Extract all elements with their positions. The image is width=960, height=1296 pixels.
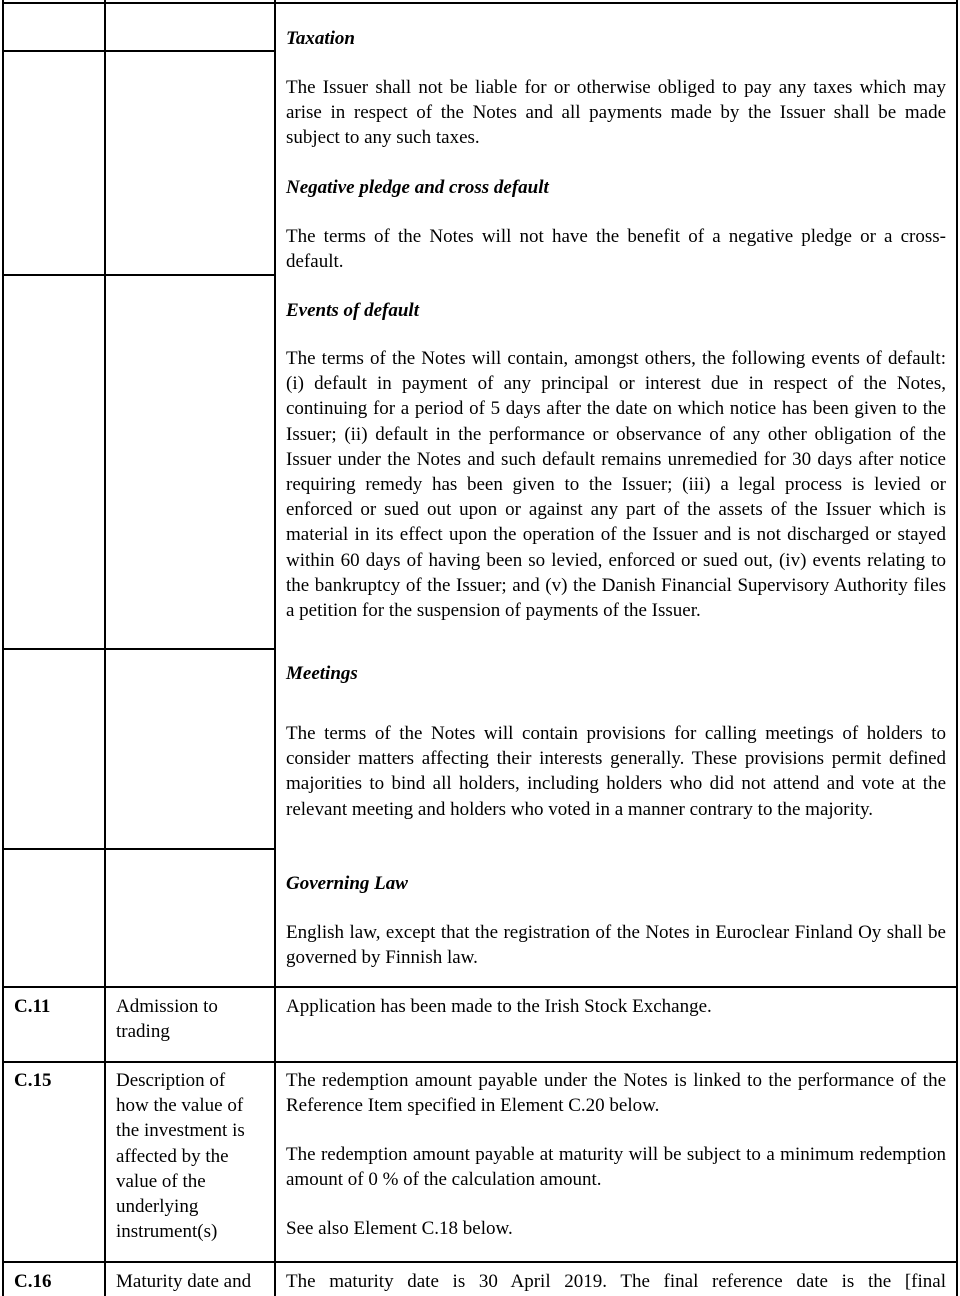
element-code: C.11 — [14, 996, 51, 1017]
meetings-heading: Meetings — [286, 663, 358, 684]
row-divider — [2, 1261, 958, 1263]
row-divider — [2, 274, 276, 276]
column-divider — [956, 0, 958, 1296]
element-paragraph: The redemption amount payable under the Notes is linked to the performance of the Reference Item specified in Element C.20 below. — [286, 1070, 946, 1117]
element-label: Maturity date and — [116, 1271, 252, 1292]
meetings-text: The terms of the Notes will contain provisions for calling meetings of holders to consider matters affecting their interests generally. These provisions permit defined majorities to bind all holders, including holders who did not attend and vote at the relevant meeting and holders who voted in a manner contrary to the majority. — [286, 723, 946, 820]
events-of-default-heading: Events of default — [286, 300, 419, 321]
row-divider — [2, 648, 276, 650]
taxation-text: The Issuer shall not be liable for or otherwise obliged to pay any taxes which may arise in respect of the Notes and all payments made by the Issuer shall be made subject to any such taxes. — [286, 77, 946, 149]
governing-law-heading: Governing Law — [286, 873, 408, 894]
row-divider — [2, 848, 276, 850]
element-label: Description of how the value of the investment is affected by the value of the underlying instrument(s) — [116, 1070, 245, 1243]
element-paragraph: See also Element C.18 below. — [286, 1218, 513, 1239]
governing-law-text: English law, except that the registration of the Notes in Euroclear Finland Oy shall be governed by Finnish law. — [286, 922, 946, 969]
element-text: Application has been made to the Irish Stock Exchange. — [286, 996, 712, 1017]
element-paragraph: The redemption amount payable at maturity will be subject to a minimum redemption amount of 0 % of the calculation amount. — [286, 1144, 946, 1191]
negative-pledge-heading: Negative pledge and cross default — [286, 177, 549, 198]
taxation-heading: Taxation — [286, 28, 355, 49]
element-code: C.15 — [14, 1070, 52, 1091]
element-code: C.16 — [14, 1271, 52, 1292]
negative-pledge-text: The terms of the Notes will not have the benefit of a negative pledge or a cross-default. — [286, 226, 946, 273]
row-divider — [2, 1061, 958, 1063]
row-divider — [2, 50, 276, 52]
row-divider — [2, 986, 958, 988]
element-label: Admission to trading — [116, 996, 218, 1043]
events-of-default-text: The terms of the Notes will contain, amongst others, the following events of default: (i) default in payment of any principal or interest due in respect of the Notes, continuing for a period of 5 days after the date on which notice has been given to the Issuer; (ii) default in the performance or observance of any other obligation of the Issuer under the Notes and such default remains unremedied for 30 days after notice requiring remedy has been given to the Issuer; (iii) a legal process is levied or enforced or sued out upon or against any part of the assets of the Issuer which is material in its effect upon the operation of the Issuer and is not discharged or stayed within 60 days of having been so levied, enforced or sued out, (iv) events relating to the bankruptcy of the Issuer; and (v) the Danish Financial Supervisory Authority files a petition for the suspension of payments of the Issuer. — [286, 348, 946, 622]
row-divider — [2, 2, 958, 4]
element-text: The maturity date is 30 April 2019. The final reference date is the [final — [286, 1271, 946, 1292]
